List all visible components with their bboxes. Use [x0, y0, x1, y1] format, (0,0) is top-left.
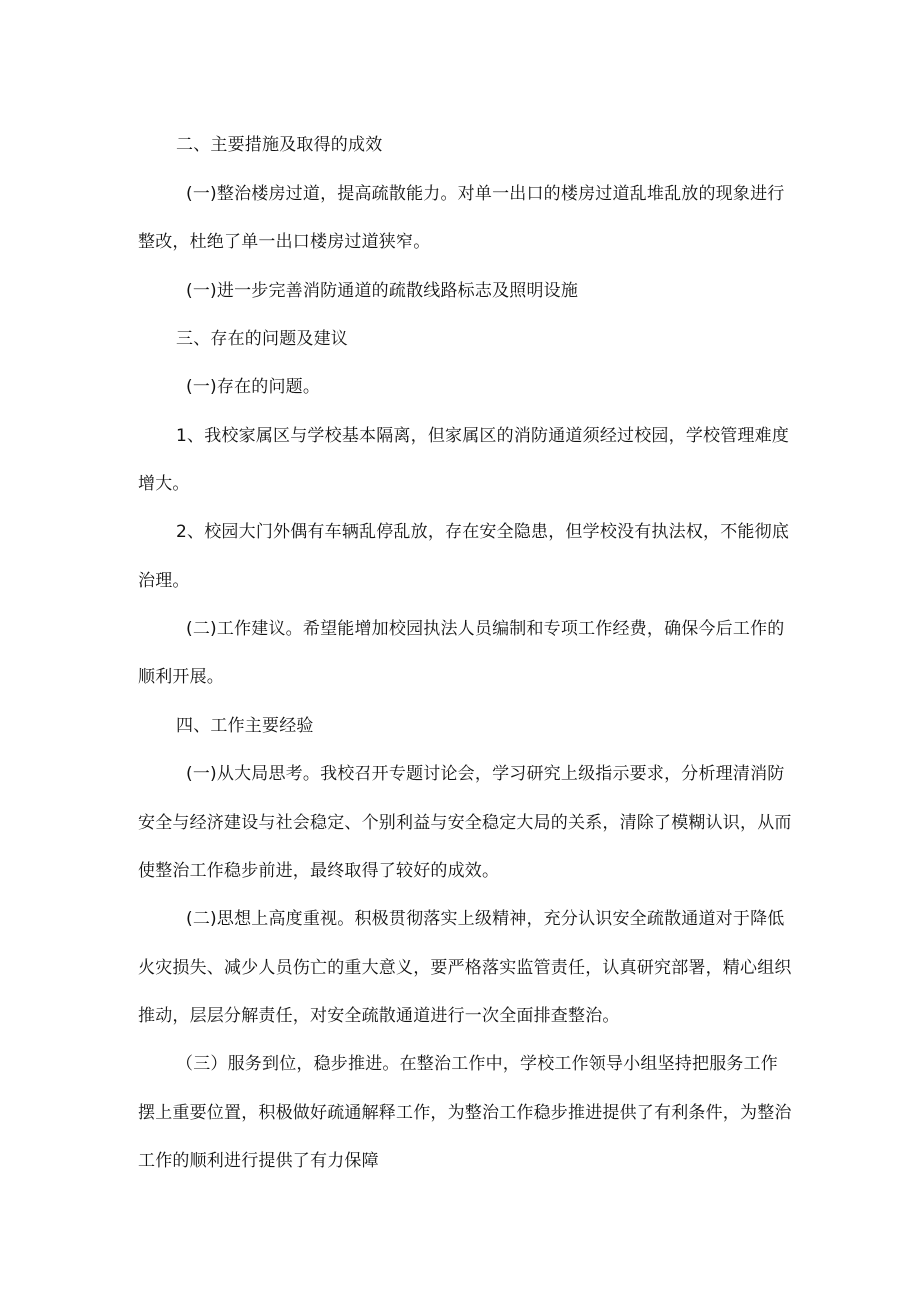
paragraph-line: 2、校园大门外偶有车辆乱停乱放，存在安全隐患，但学校没有执法权，不能彻底	[176, 522, 790, 542]
paragraph-line: 推动，层层分解责任，对安全疏散通道进行一次全面排查整治。	[138, 1006, 620, 1026]
paragraph-line: 整改，杜绝了单一出口楼房过道狭窄。	[138, 232, 431, 252]
section-heading-2: 二、主要措施及取得的成效	[176, 135, 383, 155]
paragraph-line: 增大。	[138, 474, 190, 494]
paragraph-line: (一)进一步完善消防通道的疏散线路标志及照明设施	[186, 281, 579, 301]
paragraph-line: (一)整治楼房过道，提高疏散能力。对单一出口的楼房过道乱堆乱放的现象进行	[186, 184, 785, 204]
paragraph-line: 火灾损失、减少人员伤亡的重大意义，要严格落实监管责任，认真研究部署，精心组织	[138, 958, 792, 978]
paragraph-line: 摆上重要位置，积极做好疏通解释工作，为整治工作稳步推进提供了有利条件，为整治	[138, 1103, 792, 1123]
subheading: (一)存在的问题。	[186, 377, 321, 397]
paragraph-line: (一)从大局思考。我校召开专题讨论会，学习研究上级指示要求，分析理清消防	[186, 764, 785, 784]
paragraph-line: 治理。	[138, 571, 190, 591]
paragraph-line: 使整治工作稳步前进，最终取得了较好的成效。	[138, 861, 500, 881]
paragraph-line: (二)思想上高度重视。积极贯彻落实上级精神，充分认识安全疏散通道对于降低	[186, 909, 785, 929]
paragraph-line: (二)工作建议。希望能增加校园执法人员编制和专项工作经费，确保今后工作的	[186, 619, 785, 639]
paragraph-line: 工作的顺利进行提供了有力保障	[138, 1151, 379, 1171]
section-heading-3: 三、存在的问题及建议	[176, 329, 348, 349]
paragraph-line: 安全与经济建设与社会稳定、个别利益与安全稳定大局的关系，清除了模糊认识，从而	[138, 813, 792, 833]
paragraph-line: 1、我校家属区与学校基本隔离，但家属区的消防通道须经过校园，学校管理难度	[176, 426, 790, 446]
paragraph-line: 顺利开展。	[138, 667, 224, 687]
section-heading-4: 四、工作主要经验	[176, 716, 314, 736]
paragraph-line: （三）服务到位，稳步推进。在整治工作中，学校工作领导小组坚持把服务工作	[176, 1054, 778, 1074]
